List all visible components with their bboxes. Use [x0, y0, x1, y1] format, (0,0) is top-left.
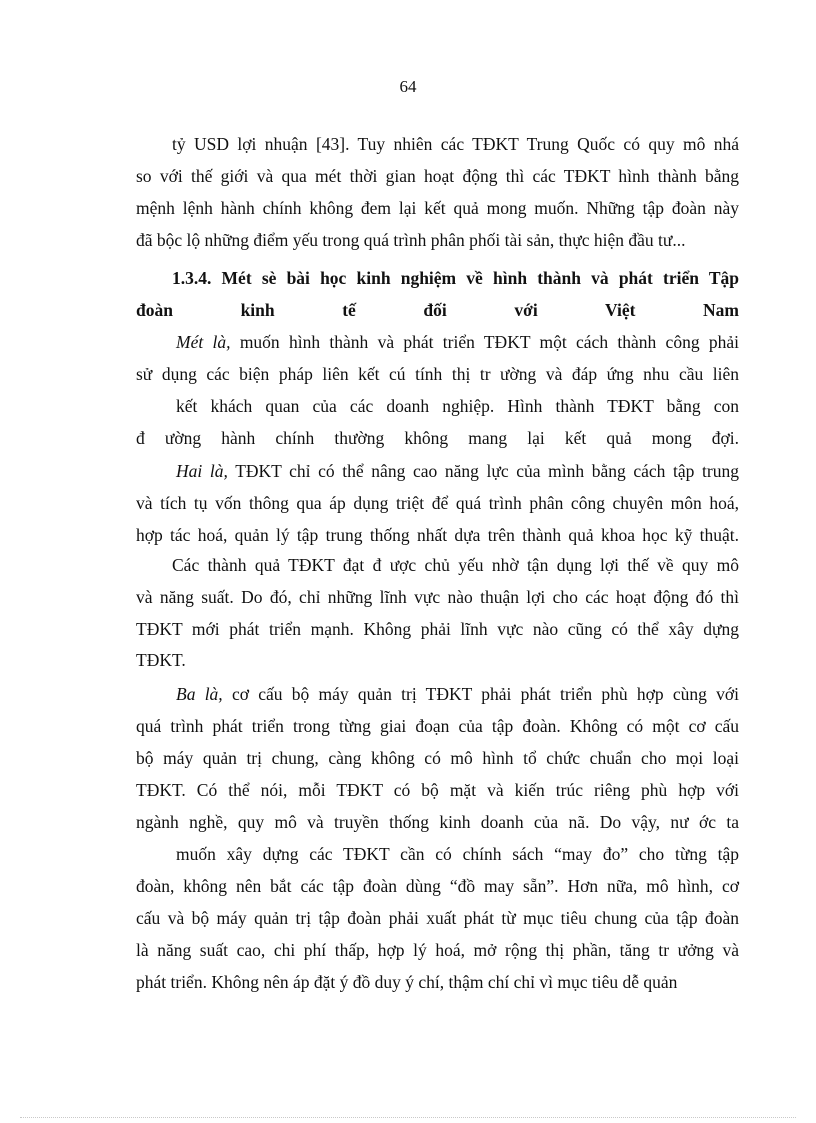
body-line: đ ường hành chính thường không mang lại kết quả mong đợi.	[136, 428, 739, 448]
body-line: mệnh lệnh hành chính không đem lại kết quả mong muốn. Những tập đoàn này	[136, 198, 739, 218]
section-heading: 1.3.4. Mét sè bài học kinh nghiệm về hình thành và phát triển Tập	[172, 268, 739, 288]
body-line: sử dụng các biện pháp liên kết cú tính thị tr ường và đáp ứng nhu cầu liên	[136, 364, 739, 384]
body-line-text: muốn hình thành và phát triển TĐKT một cách thành công phải	[239, 332, 739, 352]
body-line: TĐKT.	[136, 650, 186, 670]
lead-in-text: Ba là,	[176, 684, 223, 704]
body-line	[176, 332, 739, 353]
body-line: muốn xây dựng các TĐKT cần có chính sách “may đo” cho từng tập	[176, 844, 739, 864]
body-line: đã bộc lộ những điểm yếu trong quá trình phân phối tài sản, thực hiện đầu tư...	[136, 230, 686, 250]
lead-in-text: Mét là,	[176, 332, 231, 352]
lead-in-text: Hai là,	[176, 461, 228, 481]
body-line: hợp tác hoá, quản lý tập trung thống nhất dựa trên thành quả khoa học kỹ thuật.	[136, 525, 739, 545]
body-line: và tích tụ vốn thông qua áp dụng triệt để quá trình phân công chuyên môn hoá,	[136, 493, 739, 513]
body-line	[176, 461, 739, 482]
body-line: tỷ USD lợi nhuận [43]. Tuy nhiên các TĐKT Trung Quốc có quy mô nhá	[172, 134, 739, 154]
body-line: phát triển. Không nên áp đặt ý đồ duy ý chí, thậm chí chỉ vì mục tiêu dễ quản	[136, 972, 678, 992]
page-bottom-rule	[20, 1117, 796, 1118]
body-line: cấu và bộ máy quản trị tập đoàn phải xuất phát từ mục tiêu chung của tập đoàn	[136, 908, 739, 928]
body-line: ngành nghề, quy mô và truyền thống kinh doanh của nã. Do vậy, nư ớc ta	[136, 812, 739, 832]
page-number: 64	[399, 77, 417, 96]
body-line: đoàn, không nên bắt các tập đoàn dùng “đồ may sẵn”. Hơn nữa, mô hình, cơ	[136, 876, 739, 896]
body-line: là năng suất cao, chi phí thấp, hợp lý hoá, mở rộng thị phần, tăng tr ưởng và	[136, 940, 739, 960]
body-line: so với thế giới và qua mét thời gian hoạt động thì các TĐKT hình thành bằng	[136, 166, 739, 186]
body-line: bộ máy quản trị chung, càng không có mô hình tổ chức chuẩn cho mọi loại	[136, 748, 739, 768]
body-line: kết khách quan của các doanh nghiệp. Hình thành TĐKT bằng con	[176, 396, 739, 416]
body-line: Các thành quả TĐKT đạt đ ược chủ yếu nhờ tận dụng lợi thế về quy mô	[172, 555, 739, 575]
body-line: TĐKT. Có thể nói, mỗi TĐKT có bộ mặt và kiến trúc riêng phù hợp với	[136, 780, 739, 800]
body-line: và năng suất. Do đó, chỉ những lĩnh vực nào thuận lợi cho các hoạt động đó thì	[136, 587, 739, 607]
body-line: quá trình phát triển trong từng giai đoạn của tập đoàn. Không có một cơ cấu	[136, 716, 739, 736]
body-line-text: TĐKT chỉ có thể nâng cao năng lực của mình bằng cách tập trung	[235, 461, 739, 481]
section-heading: đoàn kinh tế đối với Việt Nam	[136, 300, 739, 320]
body-line	[176, 684, 739, 705]
body-line-text: cơ cấu bộ máy quản trị TĐKT phải phát triển phù hợp cùng với	[231, 684, 740, 704]
body-line: TĐKT mới phát triển mạnh. Không phải lĩnh vực nào cũng có thể xây dựng	[136, 619, 739, 639]
